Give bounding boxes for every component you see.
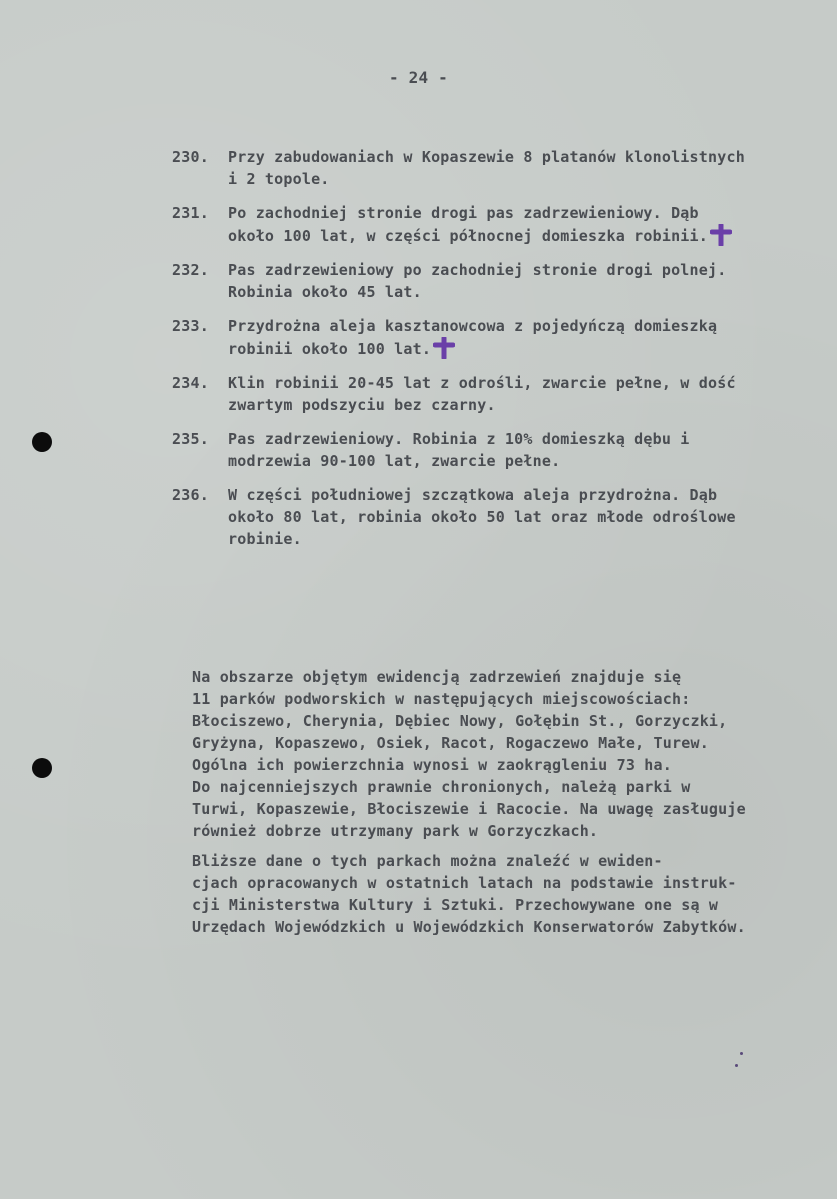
list-item [172,484,827,550]
list-item [172,315,827,360]
entry-text-content: Po zachodniej stronie drogi pas zadrzewieniowy. Dąb około 100 lat, w części północnej domieszka robinii. [228,204,708,245]
entry-text: W części południowej szczątkowa aleja przydrożna. Dąb około 80 lat, robinia około 50 lat oraz młode odroślowe robinie. [228,486,736,548]
page-number: - 24 - [389,68,448,87]
entry-number: 234. [172,374,209,392]
body-text [192,666,832,946]
handwritten-cross-icon [433,337,455,359]
entry-number: 230. [172,148,209,166]
ink-speck [735,1064,738,1067]
entry-number: 236. [172,486,209,504]
entry-number: 232. [172,261,209,279]
entry-text: Pas zadrzewieniowy po zachodniej stronie drogi polnej. Robinia około 45 lat. [228,261,727,301]
entry-number: 235. [172,430,209,448]
paragraph: Bliższe dane o tych parkach można znaleźć w ewiden- cjach opracowanych w ostatnich latach na podstawie instruk- cji Ministerstwa Kultury i Sztuki. Przechowywane one są w Urzędach Wojewódzkich u Wojewódzkich Konserwatorów Zabytków. [192,852,746,936]
entry-text: Przy zabudowaniach w Kopaszewie 8 platanów klonolistnych i 2 topole. [228,148,745,188]
list-item [172,428,827,472]
entry-text [228,315,827,360]
entry-list [172,146,827,562]
punch-hole-icon [32,432,52,452]
entry-number: 233. [172,317,209,335]
entry-text-content: Przydrożna aleja kasztanowcowa z pojedyńczą domieszką robinii około 100 lat. [228,317,718,358]
list-item [172,202,827,247]
handwritten-cross-icon [710,224,732,246]
list-item [172,146,827,190]
entry-text: Klin robinii 20-45 lat z odrośli, zwarcie pełne, w dość zwartym podszyciu bez czarny. [228,374,736,414]
paragraph: Na obszarze objętym ewidencją zadrzewień znajduje się 11 parków podworskich w następujących miejscowościach: Błociszewo, Cherynia, Dębiec Nowy, Gołębin St., Gorzyczki, Gryżyna, Kopaszewo, Osiek, Racot, Rogaczewo Małe, Turew. Ogólna ich powierzchnia wynosi w zaokrągleniu 73 ha. Do najcenniejszych prawnie chronionych, należą parki w Turwi, Kopaszewie, Błociszewie i Racocie. Na uwagę zasługuje również dobrze utrzymany park w Gorzyczkach. [192,668,746,840]
ink-speck [740,1052,743,1055]
list-item [172,259,827,303]
punch-hole-icon [32,758,52,778]
entry-text [228,202,827,247]
list-item [172,372,827,416]
entry-text: Pas zadrzewieniowy. Robinia z 10% domieszką dębu i modrzewia 90-100 lat, zwarcie pełne. [228,430,690,470]
entry-number: 231. [172,204,209,222]
